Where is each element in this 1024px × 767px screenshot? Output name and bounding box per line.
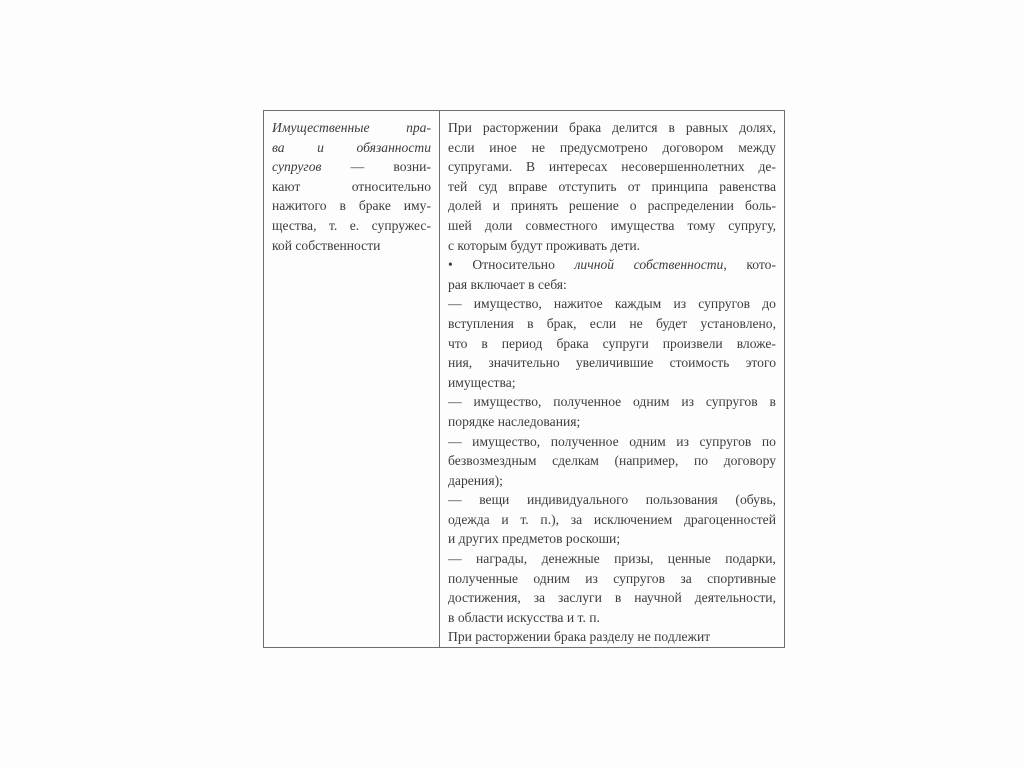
text-word: полученные	[448, 570, 519, 586]
text-word: одним	[533, 570, 570, 586]
text-line	[448, 471, 776, 491]
text-word: вещи	[479, 492, 510, 508]
text-word: относительно	[351, 178, 431, 194]
text-word: —	[350, 159, 365, 175]
text-word: супругов	[705, 394, 758, 410]
text-word: супругов	[272, 159, 322, 175]
text-word: т.	[520, 511, 529, 527]
text-word: из	[673, 296, 687, 312]
text-word: призы,	[614, 551, 654, 567]
text-word: тей	[448, 178, 468, 194]
text-word: вступления	[448, 315, 514, 331]
text-word: одним	[633, 394, 670, 410]
text-word: тому	[687, 217, 716, 233]
text-line	[272, 236, 431, 256]
text-word: несовершеннолетних	[621, 159, 745, 175]
text-word: награды,	[476, 551, 528, 567]
content-table	[263, 110, 785, 648]
text-word: из	[676, 433, 689, 449]
text-word: супругами.	[448, 159, 513, 175]
text-line	[272, 157, 431, 177]
text-line	[448, 334, 776, 354]
text-word: спортивные	[707, 570, 776, 586]
text-word: нажитое	[553, 296, 603, 312]
text-word: —	[448, 433, 462, 449]
text-word: кото-	[746, 257, 776, 273]
text-word: заслуги	[558, 590, 602, 606]
text-word: пользования	[645, 492, 718, 508]
text-word: подарки,	[725, 551, 776, 567]
text-word: из	[585, 570, 598, 586]
text-line	[448, 451, 776, 471]
text-word: интересах	[548, 159, 608, 175]
text-word: предусмотрено	[559, 139, 648, 155]
text-word: —	[448, 296, 462, 312]
text-word: —	[448, 551, 462, 567]
text-word: личной	[574, 257, 615, 273]
text-word: деятельности,	[694, 590, 776, 606]
text-word: долях,	[739, 120, 776, 135]
text-word: имущество,	[472, 433, 541, 449]
text-word: не	[531, 139, 545, 155]
text-word: имущества;	[448, 374, 516, 390]
text-word: При	[448, 120, 472, 135]
text-word: е.	[349, 217, 360, 233]
text-line	[448, 608, 776, 628]
text-line	[448, 588, 776, 608]
text-word: увеличившие	[575, 355, 654, 371]
right-cell	[440, 111, 784, 647]
text-word: распределении	[647, 198, 734, 214]
text-line	[448, 255, 776, 275]
text-word: суд	[478, 178, 498, 194]
text-word: каждым	[614, 296, 662, 312]
text-word: (например,	[614, 453, 679, 469]
text-word: индивидуального	[526, 492, 629, 508]
text-word: период	[501, 335, 543, 351]
text-word: за	[570, 511, 583, 527]
text-word: рая включает в себя:	[448, 276, 567, 292]
text-line	[272, 177, 431, 197]
text-word: браке	[358, 198, 391, 214]
text-line	[448, 216, 776, 236]
text-word: принять	[510, 198, 558, 214]
text-word: одним	[629, 433, 666, 449]
text-word: в	[481, 335, 488, 351]
text-line	[448, 353, 776, 373]
text-line	[272, 216, 431, 236]
text-word: кают	[272, 178, 301, 194]
text-word: де-	[758, 159, 776, 175]
text-word: полученное	[553, 394, 622, 410]
text-word: будет	[655, 315, 688, 331]
text-word: супругов	[613, 570, 666, 586]
left-cell	[264, 111, 440, 647]
text-line	[448, 314, 776, 334]
text-word: до	[762, 296, 776, 312]
text-word: между	[738, 139, 776, 155]
text-word: порядке наследования;	[448, 413, 581, 429]
text-word: полученное	[550, 433, 619, 449]
text-word: в области искусства и т. п.	[448, 609, 600, 625]
text-word: •	[448, 257, 453, 273]
text-word: вправе	[508, 178, 548, 194]
text-line	[448, 118, 776, 138]
text-line	[448, 432, 776, 452]
text-word: кой собственности	[272, 237, 381, 253]
text-word: одежда	[448, 511, 490, 527]
text-word: супруги	[602, 335, 649, 351]
text-word: доли	[484, 217, 513, 233]
text-word: с которым будут проживать дети.	[448, 237, 641, 253]
text-word: достижения,	[448, 590, 521, 606]
text-word: иму-	[403, 198, 431, 214]
text-line	[448, 294, 776, 314]
text-word: безвозмездным	[448, 453, 537, 469]
text-word: равных	[685, 120, 729, 135]
text-word: обязанности	[356, 139, 431, 155]
text-line	[272, 196, 431, 216]
text-word: боль-	[744, 198, 776, 214]
text-word: что	[448, 335, 468, 351]
text-line	[448, 627, 776, 647]
text-word: —	[448, 492, 462, 508]
text-word: принципа	[651, 178, 709, 194]
text-word: отступить	[558, 178, 617, 194]
text-word: делится	[612, 120, 658, 135]
text-word: т.	[328, 217, 338, 233]
text-word: п.),	[540, 511, 560, 527]
text-word: за	[680, 570, 692, 586]
text-word: и	[501, 511, 509, 527]
text-word: равенства	[719, 178, 776, 194]
text-word: собственности,	[633, 257, 727, 273]
text-line	[448, 373, 776, 393]
text-word: значительно	[488, 355, 560, 371]
text-word: супругов	[698, 296, 751, 312]
text-word: При расторжении брака разделу не подлежит	[448, 629, 711, 645]
text-word: в	[614, 590, 622, 606]
text-line	[272, 118, 431, 138]
text-word: стоимость	[669, 355, 730, 371]
text-word: В	[525, 159, 536, 175]
text-word: по	[761, 433, 776, 449]
text-word: иное	[489, 139, 517, 155]
text-word: супружес-	[371, 217, 431, 233]
text-word: и	[492, 198, 500, 214]
text-line	[448, 138, 776, 158]
text-line	[448, 236, 776, 256]
text-word: расторжении	[482, 120, 559, 135]
text-word: этого	[745, 355, 776, 371]
text-line	[448, 177, 776, 197]
text-word: Относительно	[472, 257, 555, 273]
text-word: драгоценностей	[683, 511, 776, 527]
text-line	[448, 196, 776, 216]
text-line	[448, 392, 776, 412]
text-word: имущества	[610, 217, 675, 233]
text-word: возни-	[393, 159, 431, 175]
text-word: супругу,	[728, 217, 776, 233]
text-word: сделкам	[552, 453, 599, 469]
text-word: в	[339, 198, 346, 214]
text-word: ценные	[667, 551, 711, 567]
text-word: (обувь,	[735, 492, 776, 508]
text-word: за	[533, 590, 546, 606]
text-line	[448, 510, 776, 530]
text-word: если	[448, 139, 475, 155]
text-word: ния,	[448, 355, 473, 371]
text-word: брака	[556, 335, 589, 351]
text-word: имущество,	[473, 296, 542, 312]
text-word: имущество,	[473, 394, 542, 410]
text-word: щества,	[272, 217, 317, 233]
text-word: договором	[662, 139, 724, 155]
text-word: от	[627, 178, 641, 194]
text-word: Имущественные	[272, 120, 370, 135]
text-word: установлено,	[700, 315, 776, 331]
text-word: не	[629, 315, 643, 331]
text-word: долей	[448, 198, 482, 214]
text-line	[448, 490, 776, 510]
text-line	[448, 412, 776, 432]
text-word: договору	[723, 453, 776, 469]
text-line	[448, 529, 776, 549]
text-word: вложе-	[736, 335, 776, 351]
text-line	[448, 549, 776, 569]
text-word: нажитого	[272, 198, 327, 214]
text-word: брака	[569, 120, 602, 135]
text-word: исключением	[593, 511, 673, 527]
text-word: и	[317, 139, 324, 155]
text-word: шей	[448, 217, 472, 233]
text-word: ва	[272, 139, 285, 155]
text-word: пра-	[406, 120, 431, 135]
text-line	[448, 275, 776, 295]
text-word: в	[527, 315, 534, 331]
text-word: о	[629, 198, 637, 214]
text-word: в	[668, 120, 675, 135]
text-word: дарения);	[448, 472, 503, 488]
text-word: —	[448, 394, 462, 410]
text-word: супругов	[699, 433, 752, 449]
text-word: совместного	[525, 217, 598, 233]
text-word: по	[694, 453, 709, 469]
text-word: произвели	[662, 335, 723, 351]
text-line	[448, 569, 776, 589]
text-word: в	[769, 394, 776, 410]
text-word: решение	[568, 198, 619, 214]
text-word: научной	[634, 590, 682, 606]
text-word: денежные	[541, 551, 600, 567]
text-line	[272, 138, 431, 158]
text-word: из	[681, 394, 695, 410]
text-word: если	[589, 315, 617, 331]
text-line	[448, 157, 776, 177]
text-word: брак,	[546, 315, 577, 331]
text-word: и других предметов роскоши;	[448, 531, 621, 547]
